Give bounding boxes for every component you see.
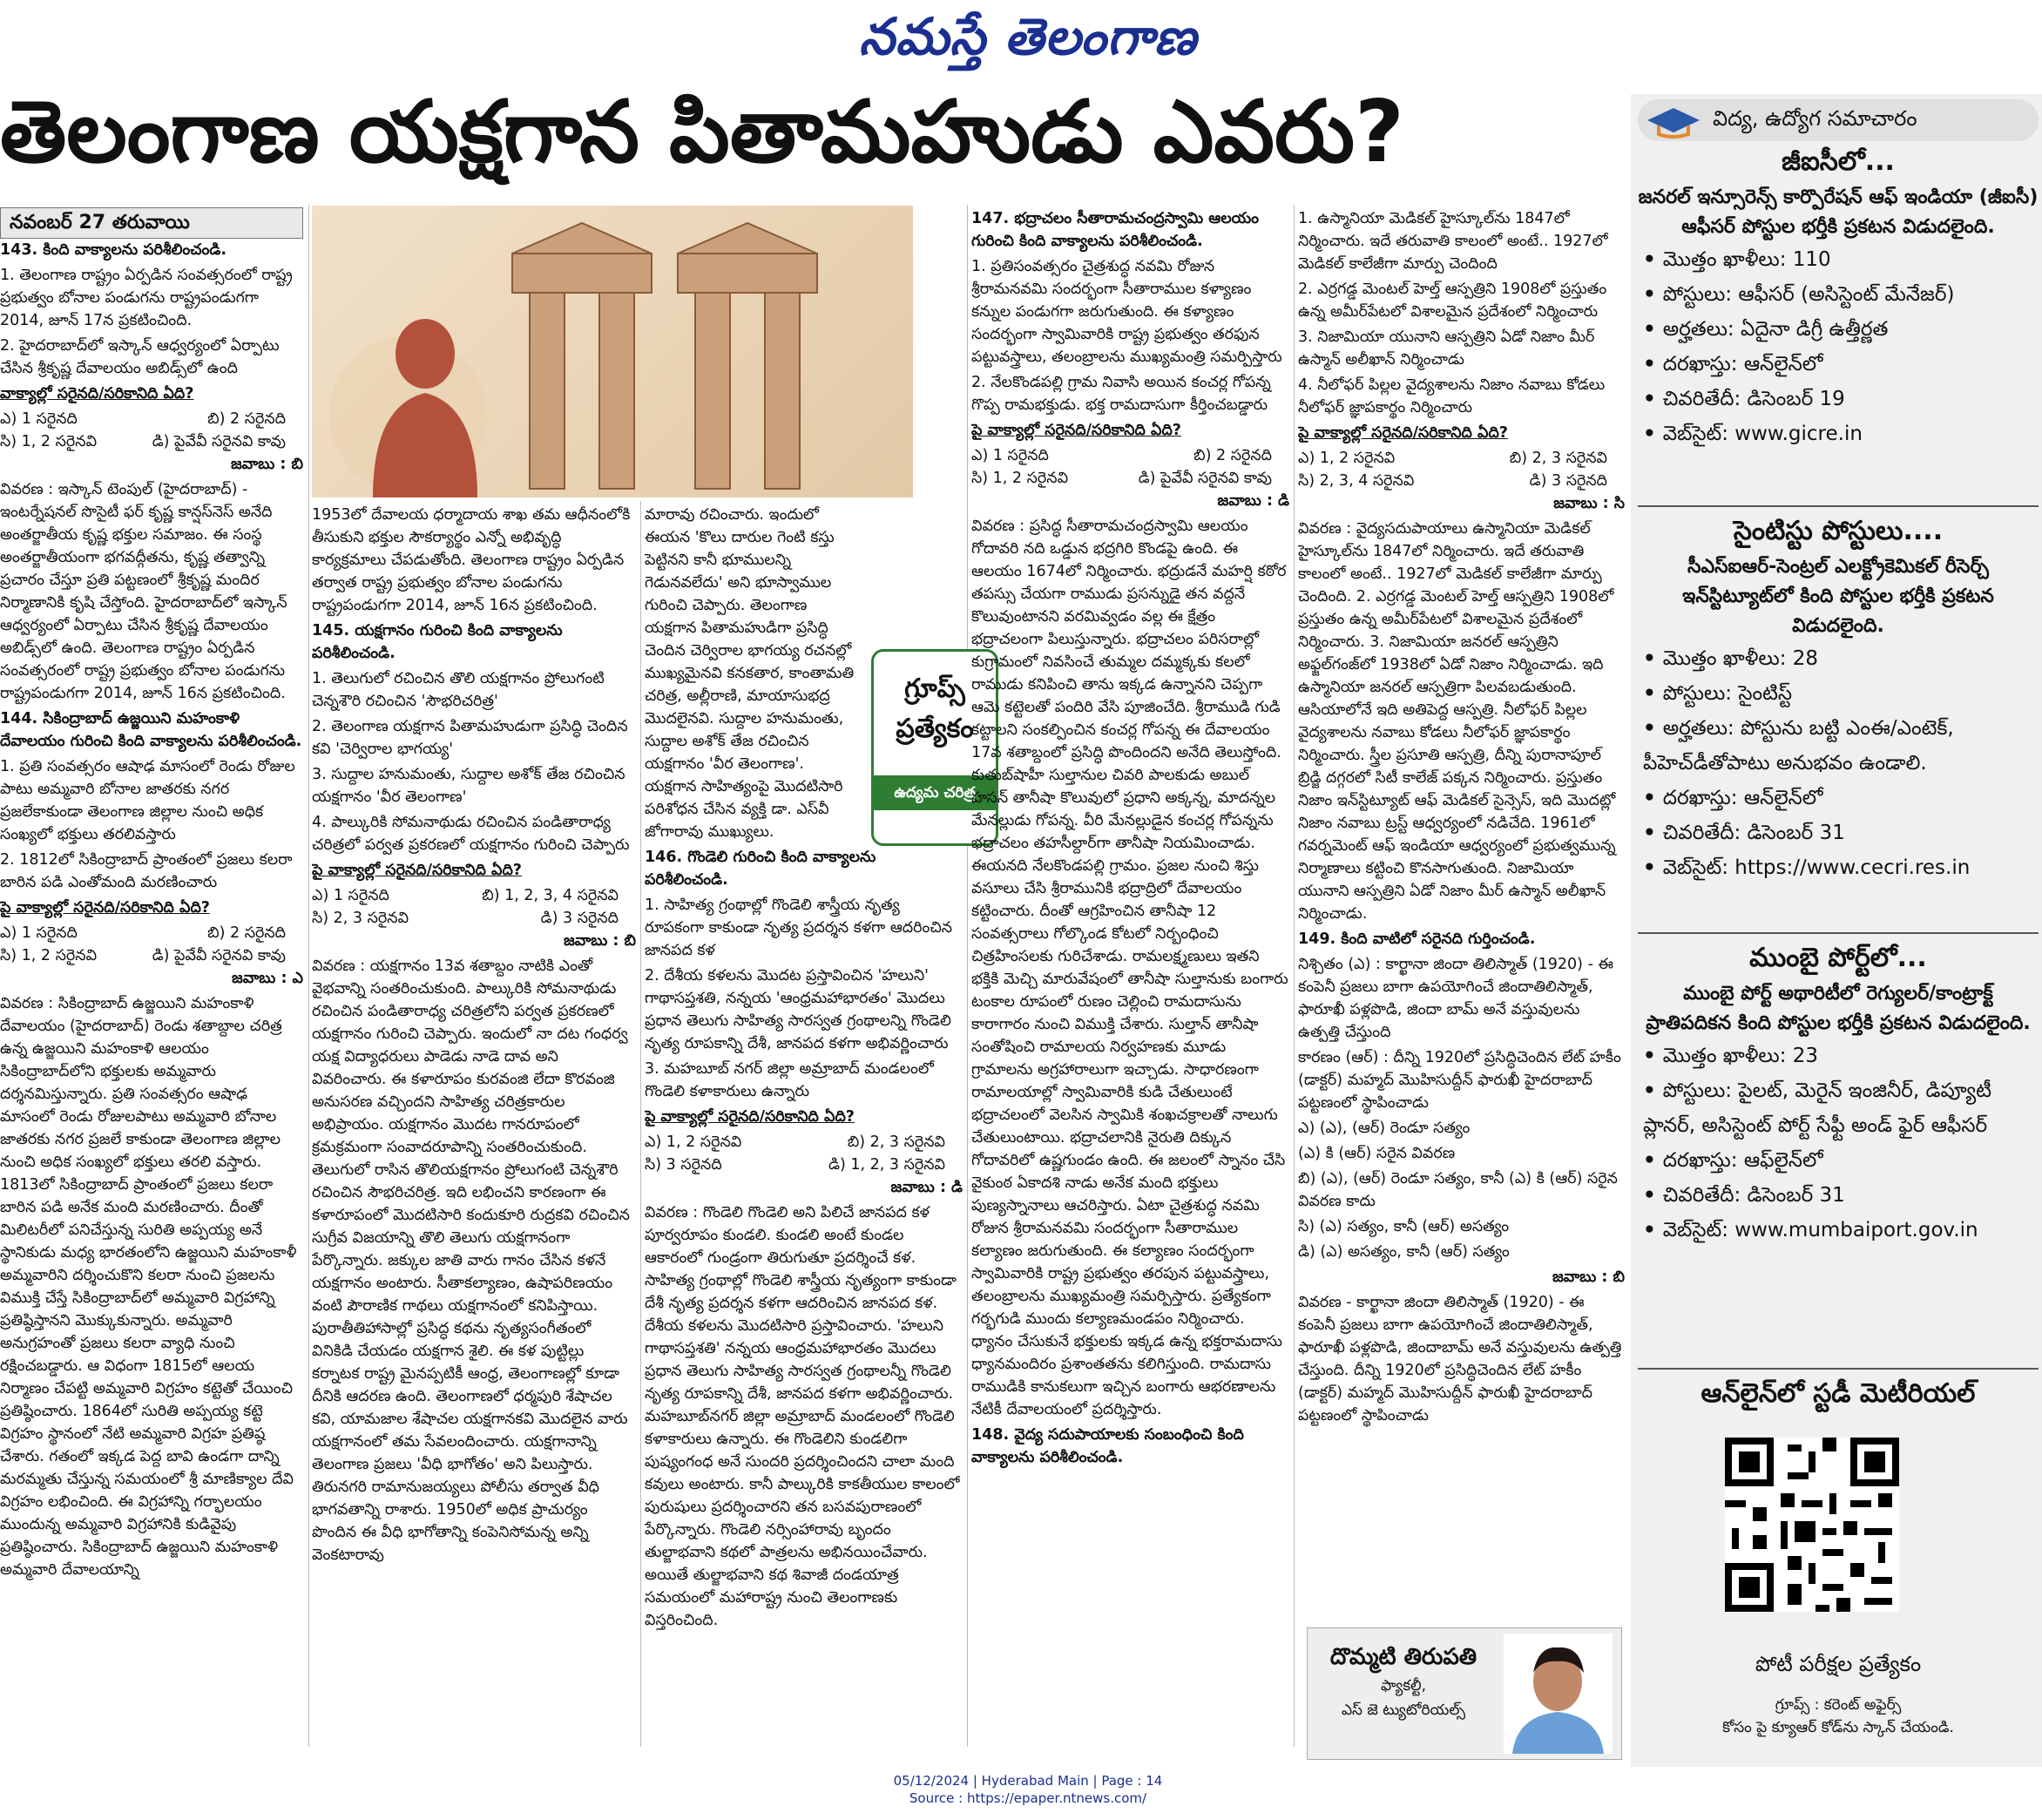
answer: జవాబు : ఎ bbox=[232, 970, 303, 987]
section-title: సైంటిస్టు పోస్టులు.... bbox=[1733, 516, 1944, 546]
options-row bbox=[1298, 447, 1625, 470]
list-item: • వెబ్‌సైట్: www.gicre.in bbox=[1638, 416, 2039, 451]
list-item: • చివరితేదీ: డిసెంబర్ 31 bbox=[1638, 815, 2039, 850]
statement: 4. నీలోఫర్ పిల్లల వైద్యశాలను నిజాం నవాబు కోడలు నీలోఫర్ జ్ఞాపకార్థం నిర్మించారు bbox=[1298, 376, 1606, 416]
page-headline: తెలంగాణ యక్షగాన పితామహుడు ఎవరు? bbox=[0, 83, 1404, 182]
column-rule bbox=[308, 205, 309, 1747]
question-prompt: పై వాక్యాల్లో సరైనది/సరికానిది ఏది? bbox=[312, 862, 522, 879]
list-item: • మొత్తం ఖాళీలు: 23 bbox=[1638, 1039, 2039, 1073]
option-b: బి) 2 సరైనది bbox=[207, 410, 286, 428]
group-label: గ్రూప్స్ : కరెంట్ అఫైర్స్ bbox=[1775, 1696, 1902, 1714]
option-c: సి) 1, 2 సరైనవి bbox=[0, 947, 98, 964]
list-item: • పోస్టులు: సైంటిస్ట్ bbox=[1638, 676, 2039, 711]
banner-title: విద్య, ఉద్యోగ సమాచారం bbox=[1713, 106, 1917, 131]
option-b: బి) (ఎ), (ఆర్) రెండూ సత్యం, కానీ (ఎ) కి (ఆర్) సరైన వివరణ కాదు bbox=[1298, 1170, 1618, 1210]
options-row bbox=[0, 408, 303, 430]
option-b: బి) 2, 3 సరైనవి bbox=[1509, 450, 1607, 467]
section-title: ఆన్‌లైన్‌లో స్టడీ మెటీరియల్ bbox=[1701, 1378, 1976, 1409]
list-item: • దరఖాస్తు: ఆన్‌లైన్‌లో bbox=[1638, 781, 2039, 815]
option-a-cont: (ఎ) కి (ఆర్) సరైన వివరణ bbox=[1298, 1145, 1456, 1162]
statement: 2. దేశీయ కళలను మొదట ప్రస్తావించిన 'హలుని' గాథాసప్తశతి, నన్నయ 'ఆంధ్రమహాభారతం' మొదలు ప్రధాన తెలుగు సాహిత్య సారస్వత గ్రంథాలన్ని గొండెలి నృత్య రూపకాన్ని దేశీ, జానపద కళగా అభివర్ణించారు bbox=[645, 967, 951, 1052]
option-a: ఎ) 1, 2 సరైనవి bbox=[1298, 450, 1396, 467]
list-item: • అర్హతలు: పోస్టును బట్టి ఎంఈ/ఎంటెక్, పీహెచ్‌డీతోపాటు అనుభవం ఉండాలి. bbox=[1638, 711, 2039, 781]
explanation: వివరణ : ఇస్కాన్ టెంపుల్ (హైదరాబాద్) - ఇంటర్నేషనల్ సొసైటీ ఫర్ కృష్ణ కాన్షస్‌నెస్ అనేది అంతర్జాతీయ కృష్ణ భక్తుల సమాజం. ఈ సంస్థ అంతర్జాతీయంగా భగవద్గీతను, కృష్ణ తత్వాన్ని ప్రచారం చేస్తూ ప్రతి పట్టణంలో శ్రీకృష్ణ మందిర నిర్మాణానికి కృషి చేస్తోంది. హైదరాబాద్‌లో ఇస్కాన్ ఆధ్వర్యంలో ఏర్పాటు చేసిన శ్రీకృష్ణ దేవాలయం అబిడ్స్‌లో ఉంది. తెలంగాణ రాష్ట్రం ఏర్పడిన సంవత్సరంలో రాష్ట్ర ప్రభుత్వం బోనాల పండుగను రాష్ట్రపండుగగా 2014, జూన్ 16న ప్రకటించింది. bbox=[0, 481, 287, 702]
reason: కారణం (ఆర్) : దీన్ని 1920లో ప్రసిద్ధిచెందిన లేట్ హకీం (డాక్టర్) మహ్మద్ మొహిసుద్దీన్ ఫారుఖీ హైదరాబాద్ పట్టణంలో స్థాపించాడు bbox=[1298, 1049, 1621, 1112]
statement: 1. ప్రతిసంవత్సరం చైత్రశుద్ధ నవమి రోజున శ్రీరామనవమి సందర్భంగా సీతారాముల కళ్యాణం కన్నుల పండుగగా జరుగుతుంది. ఈ కళ్యాణం సందర్భంగా స్వామివారికి రాష్ట్ర ప్రభుత్వం తరఫున పట్టువస్త్రాలు, తలంబ్రాలను ముఖ్యమంత్రి సమర్పిస్తారు bbox=[971, 258, 1282, 366]
option-d: డి) (ఎ) అసత్యం, కానీ (ఆర్) సత్యం bbox=[1298, 1243, 1510, 1261]
explanation: వివరణ - కార్ఖానా జిందా తిలిస్మాత్ (1920) - ఈ కంపెనీ ప్రజలు బాగా ఉపయోగించే జిందాతిలిస్మాత్, ఫారూఖీ పళ్లపొడి, జిందాబామ్ అనే వస్తువులను ఉత్పత్తి చేస్తుంది. దీన్ని 1920లో ప్రసిద్ధిచెందిన లేట్ హకీం (డాక్టర్) మహ్మద్ మొహిసుద్దీన్ ఫారుఖీ హైదరాబాద్ పట్టణంలో స్థాపించాడు bbox=[1298, 1294, 1622, 1424]
options-row bbox=[971, 444, 1289, 467]
answer: జవాబు : బి bbox=[1552, 1269, 1625, 1286]
list-item: • వెబ్‌సైట్: https://www.cecri.res.in bbox=[1638, 850, 2039, 885]
option-b: బి) 2 సరైనది bbox=[207, 924, 286, 942]
qr-code-icon bbox=[1725, 1438, 1899, 1612]
option-a: ఎ) 1 సరైనది bbox=[312, 887, 389, 904]
question-144: 144. సికింద్రాబాద్ ఉజ్జయిని మహంకాళి దేవాలయం గురించి కింది వాక్యాలను పరిశీలించండి. bbox=[0, 710, 302, 750]
question-146: 146. గొండెలి గురించి కింది వాక్యాలను పరిశీలించండి. bbox=[645, 849, 876, 889]
statement: 3. మహబూబ్ నగర్ జిల్లా అమ్రాబాద్ మండలంలో గొండెలి కళాకారులు ఉన్నారు bbox=[645, 1060, 934, 1100]
option-a: ఎ) (ఎ), (ఆర్) రెండూ సత్యం bbox=[1298, 1120, 1471, 1137]
options-row bbox=[971, 467, 1289, 490]
column-2 bbox=[312, 504, 636, 1758]
divider bbox=[1638, 932, 2039, 934]
options-row bbox=[645, 1131, 963, 1154]
sidebar-banner bbox=[1638, 99, 2039, 141]
list-item: • మొత్తం ఖాళీలు: 110 bbox=[1638, 242, 2039, 277]
question-prompt: పై వాక్యాల్లో సరైనది/సరికానిది ఏది? bbox=[1298, 424, 1508, 442]
statement: 1. తెలంగాణ రాష్ట్రం ఏర్పడిన సంవత్సరంలో రాష్ట్ర ప్రభుత్వం బోనాల పండుగను రాష్ట్రపండుగగా 2014, జూన్ 17న ప్రకటించింది. bbox=[0, 267, 293, 329]
option-a: ఎ) 1 సరైనది bbox=[0, 924, 78, 942]
paragraph: మారావు రచించారు. ఇందులో ఈయన 'కొలు దారుల గెంటి కస్తు పెట్టినని కానీ భూములన్ని గెడునవలేదు' అని భూస్వాముల గురించి చెప్పారు. తెలంగాణ యక్షగాన పితామహుడిగా ప్రసిద్ధి చెందిన చెర్విరాల భాగయ్య రచనల్లో ముఖ్యమైనవి కనకతార, కాంతామతి చరిత్ర, అల్లీరాణి, మాయాసుభద్ర మొదలైనవి. సుద్దాల హనుమంతు, సుద్దాల అశోక్ తేజ రచించిన యక్షగానం 'వీర తెలంగాణ'. యక్షగాన సాహిత్యంపై మొదటిసారి పరిశోధన చేసిన వ్యక్తి డా. ఎస్‌వీ జోగారావు ముఖ్యులు. bbox=[645, 506, 855, 841]
options-row bbox=[1298, 470, 1625, 492]
footer-edition: 05/12/2024 | Hyderabad Main | Page : 14 bbox=[893, 1773, 1163, 1789]
author-name: దొమ్మటి తిరుపతి bbox=[1329, 1644, 1477, 1670]
option-d: డి) 1, 2, 3 సరైనవి bbox=[828, 1156, 945, 1174]
option-d: డి) 3 సరైనది bbox=[1529, 472, 1607, 490]
option-c: సి) 2, 3, 4 సరైనవి bbox=[1298, 472, 1415, 490]
option-d: డి) పైవేవీ సరైనవి కావు bbox=[152, 947, 286, 964]
answer: జవాబు : డి bbox=[1217, 492, 1289, 510]
options-row bbox=[312, 907, 636, 930]
continuation-heading: నవంబర్ 27 తరువాయి bbox=[0, 207, 303, 239]
page-footer bbox=[784, 1772, 1272, 1807]
column-rule bbox=[1294, 205, 1295, 1747]
option-c: సి) 1, 2 సరైనవి bbox=[971, 470, 1069, 487]
scan-label: కోసం పై క్యూఆర్ కోడ్‌ను స్కాన్ చేయండి. bbox=[1722, 1719, 1954, 1736]
statement: 1. తెలుగులో రచించిన తొలి యక్షగానం ప్రోలుగంటి చెన్నశౌరి రచించిన 'సౌభరిచరిత్ర' bbox=[312, 670, 605, 710]
author-box bbox=[1307, 1627, 1622, 1760]
list-item: • పోస్టులు: ఆఫీసర్ (అసిస్టెంట్ మేనేజర్) bbox=[1638, 277, 2039, 312]
section-description: జనరల్ ఇన్సూరెన్స్ కార్పొరేషన్ ఆఫ్ ఇండియా (జీఐసీ) ఆఫీసర్ పోస్టుల భర్తీకి ప్రకటన విడుదలైంది. bbox=[1638, 186, 2039, 238]
list-item: • దరఖాస్తు: ఆన్‌లైన్‌లో bbox=[1638, 347, 2039, 382]
explanation: వివరణ : వైద్యసదుపాయాలు ఉస్మానియా మెడికల్ హైస్కూల్‌ను 1847లో నిర్మించారు. ఇదే తరువాతి కాలంలో అంటే.. 1927లో మెడికల్ కాలేజీగా మార్పు చెందింది. 2. ఎర్రగడ్డ మెంటల్ హెల్త్ ఆస్పత్రిని 1908లో ప్రస్తుతం ఉన్న అమీర్‌పేటలో విశాలమైన ప్రదేశంలో నిర్మించారు. 3. నిజామియా జనరల్ ఆస్పత్రిని అఫ్జల్‌గంజ్‌లో 1938లో ఏడో నిజాం నిర్మించాడు. ఇది ఉస్మానియా జనరల్ ఆస్పత్రిగా పిలవబడుతుంది. ఆసియాలోనే ఇది అతిపెద్ద ఆస్పత్రి. నీలోఫర్ పిల్లల వైద్యశాలను నవాబు కోడలు నీలోఫర్ జ్ఞాపకార్థం నిర్మించారు. స్త్రీల ప్రసూతి ఆస్పత్రి, దీన్ని పురానాపూల్ బ్రిడ్జి దగ్గరలో సిటీ కాలేజ్ పక్కన నిర్మించారు. ప్రస్తుతం నిజాం ఇన్‌స్టిట్యూట్ ఆఫ్ మెడికల్ సైన్సెస్, ఇది మొదట్లో నిజాం నవాబు ట్రస్ట్ ఆధ్వర్యంలో నడిచేది. 1961లో గవర్నమెంట్ ఆఫ్ ఇండియా ఆధ్వర్యంలో ప్రభుత్వమున్న నిర్మాణాలు కట్టించి కొనసాగుతుంది. నిజామియా యునాని ఆస్పత్రిని ఏడో నిజాం మీర్ ఉస్మాన్ అలీఖాన్ నిర్మించాడు. bbox=[1298, 520, 1616, 923]
cecri-section bbox=[1638, 516, 2039, 885]
article-illustration bbox=[312, 206, 913, 497]
gic-section bbox=[1638, 146, 2039, 451]
options-row bbox=[0, 944, 303, 967]
section-description: ముంబై పోర్ట్ అథారిటీలో రెగ్యులర్/కాంట్రాక్ట్ ప్రాతిపదికన కింది పోస్టుల భర్తీకి ప్రకటన విడుదలైంది. bbox=[1646, 983, 2031, 1034]
explanation: వివరణ : గొండెలి గొండెలి అని పిలిచే జానపద కళ పూర్వరూపం కుండలి. కుండలి అంటే కుండల ఆకారంలో గుండ్రంగా తిరుగుతూ ప్రదర్శించే కళ. సాహిత్య గ్రంథాల్లో గొండెలి శాస్త్రీయ నృత్యంగా కాకుండా దేశీ నృత్య ప్రదర్శన కళగా ఆదరించిన జానపద కళ. దేశీయ కళలను మొదటిసారి ప్రస్తావించారు. 'హలుని గాథాసప్తశతి' నన్నయ ఆంధ్రమహాభారతం మొదలు ప్రధాన తెలుగు సాహిత్య సారస్వత గ్రంథాలన్నీ గొండెలి నృత్య రూపకాన్ని దేశీ, జానపద కళగా అభివర్ణించారు. మహబూబ్‌నగర్ జిల్లా అమ్రాబాద్ మండలంలో గొండెలి కళాకారులు ఉన్నారు. ఈ గొండెలిని కుండలిగా పుష్యంగంధ అనే సుందరి ప్రదర్శించిందని చాలా మంది కవులు అంటారు. కానీ పాల్కురికి కాకతీయుల కాలంలో పురుషులు ప్రదర్శించారని తన బసవపురాణంలో పేర్కొన్నారు. గొండెలి నర్సింహారావు బృందం తుల్జాభవాని కథలో పాత్రలను అభినయించేవారు. అయితే తుల్జాభవాని కథ శివాజీ దండయాత్ర సమయంలో మహారాష్ట్ర నుంచి తెలంగాణకు విస్తరించింది. bbox=[645, 1204, 960, 1629]
study-material-section bbox=[1638, 1378, 2039, 1415]
question-147: 147. భద్రాచలం సీతారామచంద్రస్వామి ఆలయం గురించి కింది వాక్యాలను పరిశీలించండి. bbox=[971, 210, 1259, 250]
answer: జవాబు : బి bbox=[564, 932, 636, 950]
answer: జవాబు : సి bbox=[1553, 495, 1625, 512]
question-prompt: పై వాక్యాల్లో సరైనది/సరికానిది ఏది? bbox=[0, 899, 210, 917]
badge-line-1: గ్రూప్స్ bbox=[904, 673, 965, 704]
masthead-logo: నమస్తే తెలంగాణ bbox=[859, 7, 1197, 66]
option-b: బి) 2, 3 సరైనవి bbox=[847, 1133, 945, 1151]
author-role: ఫ్యాకల్టీ, bbox=[1380, 1677, 1427, 1695]
divider bbox=[1638, 505, 2039, 507]
option-c: సి) (ఎ) సత్యం, కానీ (ఆర్) అసత్యం bbox=[1298, 1218, 1510, 1235]
question-149: 149. కింది వాటిలో సరైనది గుర్తించండి. bbox=[1298, 930, 1536, 948]
option-b: బి) 1, 2, 3, 4 సరైనవి bbox=[482, 887, 619, 904]
statement: 2. 1812లో సికింద్రాబాద్ ప్రాంతంలో ప్రజలు కలరా బారిన పడి ఎంతోమంది మరణించారు bbox=[0, 851, 293, 891]
statement: 3. సుద్దాల హనుమంతు, సుద్దాల అశోక్ తేజ రచించిన యక్షగానం 'వీర తెలంగాణ' bbox=[312, 766, 625, 806]
column-1 bbox=[0, 207, 303, 1758]
statement: 1. సాహిత్య గ్రంథాల్లో గొండెలి శాస్త్రీయ నృత్య రూపకంగా కాకుండా నృత్య ప్రదర్శన కళగా ఆదరించిన జానపద కళ bbox=[645, 896, 953, 959]
graduation-icon bbox=[1643, 101, 1704, 139]
option-b: బి) 2 సరైనది bbox=[1193, 447, 1272, 464]
column-rule bbox=[640, 501, 641, 1747]
answer: జవాబు : బి bbox=[231, 456, 303, 473]
section-title: జీఐసీలో... bbox=[1782, 146, 1895, 177]
mumbai-port-section bbox=[1638, 943, 2039, 1248]
badge-line-3: ఉద్యమ చరిత్ర bbox=[874, 775, 996, 810]
explanation: వివరణ : యక్షగానం 13వ శతాబ్దం నాటికి ఎంతో వైభవాన్ని సంతరించుకుంది. పాల్కురికి సోమనాథుడు రచించిన పండితారాధ్య చరిత్రలోని పర్వత ప్రకరణలో యక్షగానం గురించి చెప్పారు. ఇందులో నా దట గంధర్వ యక్ష విద్యాధరులు పాడెడు నాడె దావ అని వివరించారు. ఈ కళారూపం కురవంజి లేదా కొరవంజి అనుసరణ వచ్చిందని సాహిత్య చరిత్రకారుల అభిప్రాయం. యక్షగానం మొదట గానరూపంలో క్రమక్రమంగా సంవాదరూపాన్ని సంతరించుకుంది. తెలుగులో రాసిన తొలియక్షగానం ప్రోలుగంటి చెన్నశౌరి రచించిన సౌభరిచరిత్ర. ఇది లభించని కారణంగా ఈ కళారూపంలో మొదటిసారి కందుకూరి రుద్రకవి రచించిన సుగ్రీవ విజయాన్ని తొలి తెలుగు యక్షగానంగా పేర్కొన్నారు. జక్కుల జాతి వారు గానం చేసిన కళనే యక్షగానం అంటారు. సీతాకల్యాణం, ఉషాపరిణయం వంటి పౌరాణిక గాథలు యక్షగానంలో కనిపిస్తాయి. పురాతీతిహాసాల్లో ప్రసిద్ధ కథను నృత్యసంగీతంలో వినికిడి చేయడం యక్షగాన శైలి. ఈ కళ పుట్టిల్లు కర్నాటక రాష్ట్ర మైనప్పటికీ ఆంధ్ర, తెలంగాణల్లో కూడా దీనికి ఆదరణ ఉంది. తెలంగాణలో ధర్మపురి శేషాచల కవి, యామజాల శేషాచల యక్షగానకవి మొదలైన వారు యక్షగానంలో తమ సేవలందించారు. యక్షగానాన్ని తెలంగాణ ప్రజలు 'వీధి భాగోతం' అని పిలుస్తారు. తిరునగరి రామానుజయ్యలు పోలీసు తర్వాత వీధి భాగవతాన్ని రాశారు. 1950లో అధిక ప్రాచుర్యం పొందిన ఈ వీధి భాగోతాన్ని కంపెనిసోమన్న అన్ని వెంకటారావు bbox=[312, 957, 630, 1564]
question-143: 143. కింది వాక్యాలను పరిశీలించండి. bbox=[0, 241, 227, 259]
statement: 2. నేలకొండపల్లి గ్రామ నివాసి అయిన కంచర్ల గోపన్న గొప్ప రామభక్తుడు. భక్త రామదాసుగా కీర్తించబడ్డారు bbox=[971, 374, 1271, 414]
options-row bbox=[645, 1154, 963, 1176]
list-item: • చివరితేదీ: డిసెంబర్ 31 bbox=[1638, 1178, 2039, 1213]
option-d: డి) 3 సరైనది bbox=[540, 910, 619, 927]
column-rule bbox=[967, 205, 968, 1747]
option-a: ఎ) 1 సరైనది bbox=[971, 447, 1049, 464]
footer-source: Source : https://epaper.ntnews.com/ bbox=[909, 1790, 1147, 1806]
statement: 3. నిజామియా యునాని ఆస్పత్రిని ఏడో నిజాం మీర్ ఉస్మాన్ అలీఖాన్ నిర్మించాడు bbox=[1298, 328, 1595, 369]
explanation: వివరణ : ప్రసిద్ధ సీతారామచంద్రస్వామి ఆలయం గోదావరి నది ఒడ్డున భద్రగిరి కొండపై ఉంది. ఈ ఆలయం 1674లో నిర్మించారు. భద్రుడనే మహర్షి కఠోర తపస్సు చేయగా రాముడు ప్రసన్నుడై తన వద్దనే కొలువుంటానని వరమివ్వడం వల్ల ఈ క్షేత్రం భద్రాచలంగా పిలుస్తున్నారు. భద్రాచలం పరిసరాల్లో కుగ్రామంలో నివసించే తుమ్మల దమ్మక్కకు కలలో రాముడు కనిపించి తాను ఇక్కడ ఉన్నానని చెప్పగా ఆమె కట్టెలతో పందిరి వేసి పూజించేది. శ్రీరాముడి గుడి కట్టాలని సంకల్పించిన కంచర్ల గోపన్న ఈ దేవాలయం 17వ శతాబ్దంలో ప్రసిద్ధి పొందిందని అనేది తెలుస్తోంది. కుతుబ్‌షాహీ సుల్తానుల చివరి పాలకుడు అబుల్ హసన్ తానీషా కొలువులో ప్రధాని అక్కన్న, మాదన్నల మేనల్లుడు గోపన్న. వీరి మేనల్లుడైన కంచర్ల గోపన్నను భద్రాచలం తహసీల్దార్‌గా తానీషా నియమించాడు. ఈయనది నేలకొండపల్లి గ్రామం. ప్రజల నుంచి శిస్తు వసూలు చేసి శ్రీరామునికి భద్రాద్రిలో దేవాలయం కట్టించారు. దీంతో ఆగ్రహించిన తానీషా 12 సంవత్సరాలు గోల్కొండ కోటలో నిర్బంధించి చిత్రహింసలకు గురిచేశాడు. రామలక్ష్మణులు ఇతని భక్తికి మెచ్చి మారువేషంలో తానీషా సుల్తానుకు బంగారు టంకాల రూపంలో రుణం చెల్లించి రామదాసును కారాగారం నుంచి విముక్తి చేశారు. సుల్తాన్ తానీషా సంతోషించి రామాలయ నిర్వహణకు మూడు గ్రామాలను అగ్రహారాలుగా ఇచ్చాడు. సాధారణంగా రామాలయాల్లో స్వామివారికి కుడి చేతులుంటే భద్రాచలంలో వెలసిన స్వామికి శంఖచక్రాలతో నాలుగు చేతులుంటాయి. భద్రాచలానికి నైరుతి దిక్కున గోదావరిలో ఉష్ణగుండం ఉంది. ఈ జలంలో స్నానం చేసి వైకుంఠ ఏకాదశి నాడు అనేక మంది భక్తులు పుణ్యస్నానాలు ఆచరిస్తారు. ఏటా చైత్రశుద్ధ నవమి రోజున శ్రీరామనవమి సందర్భంగా సీతారాముల కల్యాణం జరుగుతుంది. ఈ కల్యాణం సందర్భంగా స్వామివారికి రాష్ట్ర ప్రభుత్వం తరపున పట్టువస్త్రాలు, తలంబ్రాలను ముఖ్యమంత్రి సమర్పిస్తారు. ప్రత్యేకంగా గర్భగుడి ముందు కల్యాణమండపం నిర్మించారు. ధ్యానం చేసుకునే భక్తులకు ఇక్కడ ఉన్న భక్తరామదాసు ధ్యానమందిరం ప్రశాంతతను కలిగిస్తుంది. రామదాసు రాముడికి కానుకలుగా ఇచ్చిన బంగారు ఆభరణాలను నేటికీ దేవాలయంలో ప్రదర్శిస్తారు. bbox=[971, 518, 1288, 1418]
option-c: సి) 1, 2 సరైనవి bbox=[0, 433, 98, 450]
question-prompt: పై వాక్యాల్లో సరైనది/సరికానిది ఏది? bbox=[645, 1108, 855, 1126]
divider bbox=[1638, 1368, 2039, 1370]
author-org: ఎస్ జె ట్యుటోరియల్స్ bbox=[1341, 1702, 1466, 1719]
option-c: సి) 3 సరైనది bbox=[645, 1156, 722, 1174]
statement: 1. ప్రతి సంవత్సరం ఆషాఢ మాసంలో రెండు రోజుల పాటు అమ్మవారి బోనాల జాతరకు నగర ప్రజలేకాకుండా తెలంగాణ జిల్లాల నుంచి అధిక సంఖ్యలో భక్తులు తరలివస్తారు bbox=[0, 758, 295, 843]
options-row bbox=[0, 922, 303, 944]
option-d: డి) పైవేవీ సరైనవి కావు bbox=[152, 433, 286, 450]
options-row bbox=[0, 430, 303, 453]
column-5 bbox=[1298, 207, 1625, 1601]
statement: 4. పాల్కురికి సోమనాథుడు రచించిన పండితారాధ్య చరిత్రలో పర్వత ప్రకరణలో యక్షగానం గురించి చెప్పారు bbox=[312, 814, 630, 854]
paragraph: 1953లో దేవాలయ ధర్మాదాయ శాఖ తమ ఆధీనంలోకి తీసుకుని భక్తుల సౌకర్యార్థం ఎన్నో అభివృద్ధి కార్యక్రమాలు చేపడుతోంది. తెలంగాణ రాష్ట్రం ఏర్పడిన తర్వాత రాష్ట్ర ప్రభుత్వం బోనాల పండుగను రాష్ట్రపండుగగా 2014, జూన్ 16న ప్రకటించింది. bbox=[312, 506, 631, 614]
study-material-footer bbox=[1638, 1647, 2039, 1739]
assertion: నిశ్చితం (ఎ) : కార్ఖానా జిందా తిలిస్మాత్ (1920) - ఈ కంపెనీ ప్రజలు బాగా ఉపయోగించే జిందాతిలిస్మాత్, ఫారూఖీ పళ్లపొడి, జిందా బామ్ అనే వస్తువులను ఉత్పత్తి చేస్తుంది bbox=[1298, 956, 1613, 1041]
question-148: 148. వైద్య సదుపాయాలకు సంబంధించి కింది వాక్యాలను పరిశీలించండి. bbox=[971, 1426, 1244, 1466]
options-row bbox=[312, 884, 636, 907]
explanation: వివరణ : సికింద్రాబాద్ ఉజ్జయిని మహంకాళి దేవాలయం (హైదరాబాద్) రెండు శతాబ్దాల చరిత్ర ఉన్న ఉజ్జయిని మహంకాళి ఆలయం సికింద్రాబాద్‌లోని భక్తులకు అమ్మవారు దర్శనమిస్తున్నారు. ప్రతి సంవత్సరం ఆషాఢ మాసంలో రెండు రోజులపాటు అమ్మవారి బోనాల జాతరకు నగర ప్రజలే కాకుండా తెలంగాణ జిల్లాల నుంచి అధిక సంఖ్యలో భక్తులు తరలి వస్తారు. 1813లో సికింద్రాబాద్ ప్రాంతంలో ప్రజలు కలరా బారిన పడి అనేక మంది మరణించారు. దీంతో మిలిటరీలో పనిచేస్తున్న సురితి అప్పయ్య అనే స్థానికుడు మధ్య భారతంలోని ఉజ్జయిని మహంకాళీ అమ్మవారిని దర్శించుకొని కలరా నుంచి ప్రజలను విముక్తి చేస్తే సికింద్రాబాద్‌లో అమ్మవారి విగ్రహాన్ని ప్రతిష్ఠిస్తానని మొక్కుకున్నారు. అమ్మవారి అనుగ్రహంతో ప్రజలు కలరా వ్యాధి నుంచి రక్షించబడ్డారు. ఆ విధంగా 1815లో ఆలయ నిర్మాణం చేపట్టి అమ్మవారి విగ్రహం కట్టెతో చేయించి ప్రతిష్ఠించారు. 1864లో సురితి అప్పయ్య కట్టె విగ్రహం స్థానంలో నేటి అమ్మవారి విగ్రహ ప్రతిష్ఠ చేశారు. గతంలో ఇక్కడ పెద్ద బావి ఉండగా దాన్ని మరమ్మతు చేస్తున్న సమయంలో శ్రీ మాణిక్యాల దేవి విగ్రహం లభించింది. ఈ విగ్రహాన్ని గర్భాలయం ముందున్న అమ్మవారి విగ్రహానికి కుడివైపు ప్రతిష్ఠించారు. సికింద్రాబాద్ ఉజ్జయిని మహంకాళి అమ్మవారి దేవాలయాన్ని bbox=[0, 995, 297, 1579]
option-a: ఎ) 1, 2 సరైనవి bbox=[645, 1133, 742, 1151]
statement: 2. తెలంగాణ యక్షగాన పితామహుడుగా ప్రసిద్ధి చెందిన కవి 'చెర్విరాల భాగయ్య' bbox=[312, 718, 628, 758]
option-a: ఎ) 1 సరైనది bbox=[0, 410, 78, 428]
list-item: • దరఖాస్తు: ఆఫ్‌లైన్‌లో bbox=[1638, 1143, 2039, 1178]
statement: 1. ఉస్మానియా మెడికల్ హైస్కూల్‌ను 1847లో నిర్మించారు. ఇదే తరువాతి కాలంలో అంటే.. 1927లో మెడికల్ కాలేజీగా మార్పు చెందింది bbox=[1298, 210, 1608, 273]
badge-line-2: ప్రత్యేకం bbox=[896, 714, 974, 744]
section-title: ముంబై పోర్ట్‌లో... bbox=[1749, 943, 1927, 973]
column-4 bbox=[971, 207, 1289, 1758]
special-label: పోటీ పరీక్షల ప్రత్యేకం bbox=[1755, 1652, 1922, 1676]
list-item: • అర్హతలు: ఏదైనా డిగ్రీ ఉత్తీర్ణత bbox=[1638, 312, 2039, 347]
list-item: • మొత్తం ఖాళీలు: 28 bbox=[1638, 641, 2039, 676]
list-item: • చివరితేదీ: డిసెంబర్ 19 bbox=[1638, 382, 2039, 416]
statement: 2. హైదరాబాద్‌లో ఇస్కాన్ ఆధ్వర్యంలో ఏర్పాటు చేసిన శ్రీకృష్ణ దేవాలయం అబిడ్స్‌లో ఉంది bbox=[0, 337, 280, 377]
author-photo bbox=[1504, 1634, 1613, 1754]
temple-illustration bbox=[312, 206, 913, 497]
question-145: 145. యక్షగానం గురించి కింది వాక్యాలను పరిశీలించండి. bbox=[312, 622, 563, 662]
statement: 2. ఎర్రగడ్డ మెంటల్ హెల్త్ ఆస్పత్రిని 1908లో ప్రస్తుతం ఉన్న అమీర్‌పేటలో విశాలమైన ప్రదేశంలో నిర్మించారు bbox=[1298, 281, 1607, 321]
list-item: • పోస్టులు: పైలట్, మెరైన్ ఇంజినీర్, డిప్యూటీ ప్లానర్, అసిస్టెంట్ పోర్ట్ సేఫ్టీ అండ్ ఫైర్ ఆఫీసర్ bbox=[1638, 1073, 2039, 1143]
option-d: డి) పైవేవీ సరైనవి కావు bbox=[1138, 470, 1272, 487]
list-item: • వెబ్‌సైట్: www.mumbaiport.gov.in bbox=[1638, 1213, 2039, 1248]
question-prompt: పై వాక్యాల్లో సరైనది/సరికానిది ఏది? bbox=[971, 422, 1181, 439]
question-prompt: వాక్యాల్లో సరైనది/సరికానిది ఏది? bbox=[0, 385, 194, 403]
option-c: సి) 2, 3 సరైనవి bbox=[312, 910, 409, 927]
section-description: సీఎస్ఐఆర్-సెంట్రల్ ఎలక్ట్రోకెమికల్ రీసెర్చ్ ఇన్‌స్టిట్యూట్‌లో కింది పోస్టుల భర్తీకి ప్రకటన విడుదలైంది. bbox=[1682, 556, 1994, 637]
answer: జవాబు : డి bbox=[890, 1179, 963, 1196]
